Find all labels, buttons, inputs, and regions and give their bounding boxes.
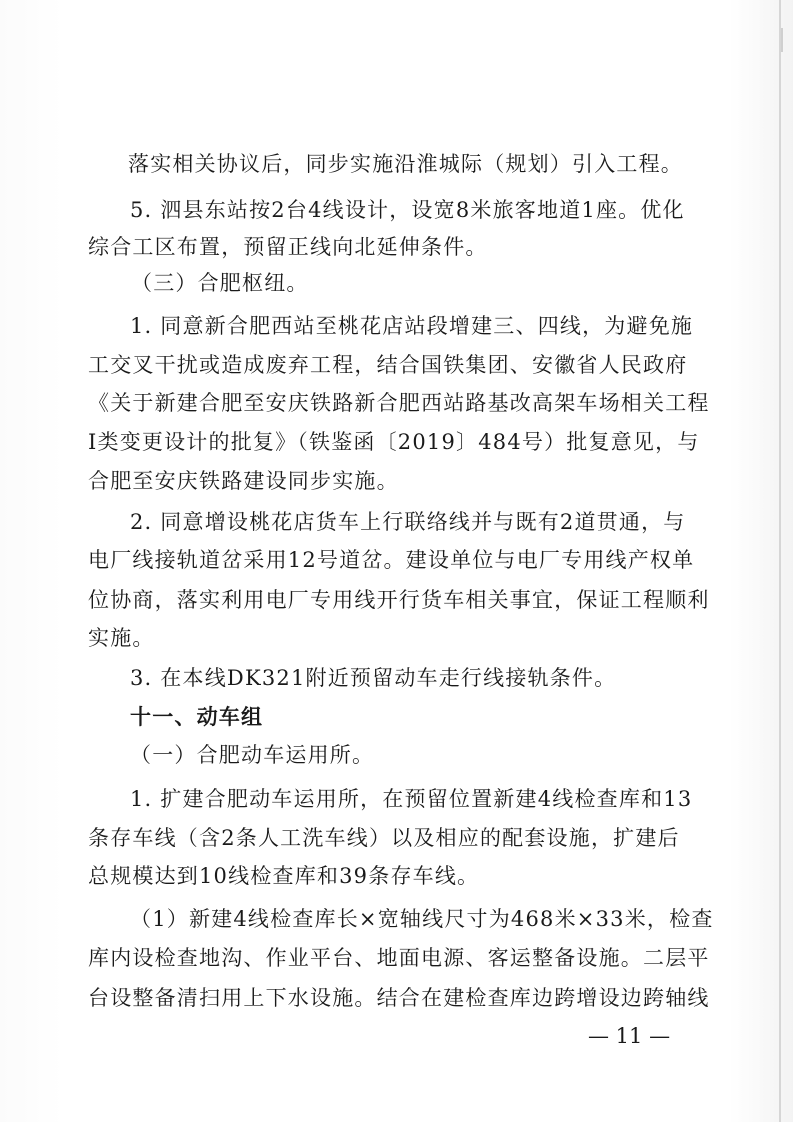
section-heading-hefei-hub: （三）合肥枢纽。 <box>131 271 309 295</box>
text-line-8: Ⅰ类变更设计的批复》（铁鉴函〔2019〕484号）批复意见，与 <box>88 430 700 454</box>
text-line-14: 3. 在本线DK321附近预留动车走行线接轨条件。 <box>130 666 617 690</box>
text-line-9: 合肥至安庆铁路建设同步实施。 <box>88 469 399 493</box>
section-heading-emu: 十一、动车组 <box>130 704 264 729</box>
text-line-1: 落实相关协议后，同步实施沿淮城际（规划）引入工程。 <box>128 152 683 176</box>
text-line-10: 2. 同意增设桃花店货车上行联络线并与既有2道贯通，与 <box>130 510 686 534</box>
page-number: — 11 — <box>588 1024 671 1048</box>
section-heading-hefei-emu-depot: （一）合肥动车运用所。 <box>130 743 375 767</box>
text-line-13: 实施。 <box>88 626 155 650</box>
text-line-6: 工交叉干扰或造成废弃工程，结合国铁集团、安徽省人民政府 <box>88 353 688 377</box>
text-line-12: 位协商，落实利用电厂专用线开行货车相关事宜，保证工程顺利 <box>88 588 710 612</box>
text-line-17: 1. 扩建合肥动车运用所，在预留位置新建4线检查库和13 <box>130 787 693 811</box>
text-line-3: 综合工区布置，预留正线向北延伸条件。 <box>88 235 488 259</box>
page-edge-mark <box>781 28 791 52</box>
page-edge-shadow <box>779 0 781 1122</box>
text-line-20: （1）新建4线检查库长×宽轴线尺寸为468米×33米，检查 <box>130 907 714 931</box>
text-line-19: 总规模达到10线检查库和39条存车线。 <box>88 864 480 888</box>
text-line-18: 条存车线（含2条人工洗车线）以及相应的配套设施，扩建后 <box>88 826 680 850</box>
text-line-22: 台设整备清扫用上下水设施。结合在建检查库边跨增设边跨轴线 <box>88 986 710 1010</box>
text-line-21: 库内设检查地沟、作业平台、地面电源、客运整备设施。二层平 <box>88 946 710 970</box>
text-line-2: 5. 泗县东站按2台4线设计，设宽8米旅客地道1座。优化 <box>130 198 685 222</box>
text-line-5: 1. 同意新合肥西站至桃花店站段增建三、四线，为避免施 <box>130 314 694 338</box>
text-line-11: 电厂线接轨道岔采用12号道岔。建设单位与电厂专用线产权单 <box>88 548 695 572</box>
text-line-7: 《关于新建合肥至安庆铁路新合肥西站路基改高架车场相关工程 <box>88 391 710 415</box>
